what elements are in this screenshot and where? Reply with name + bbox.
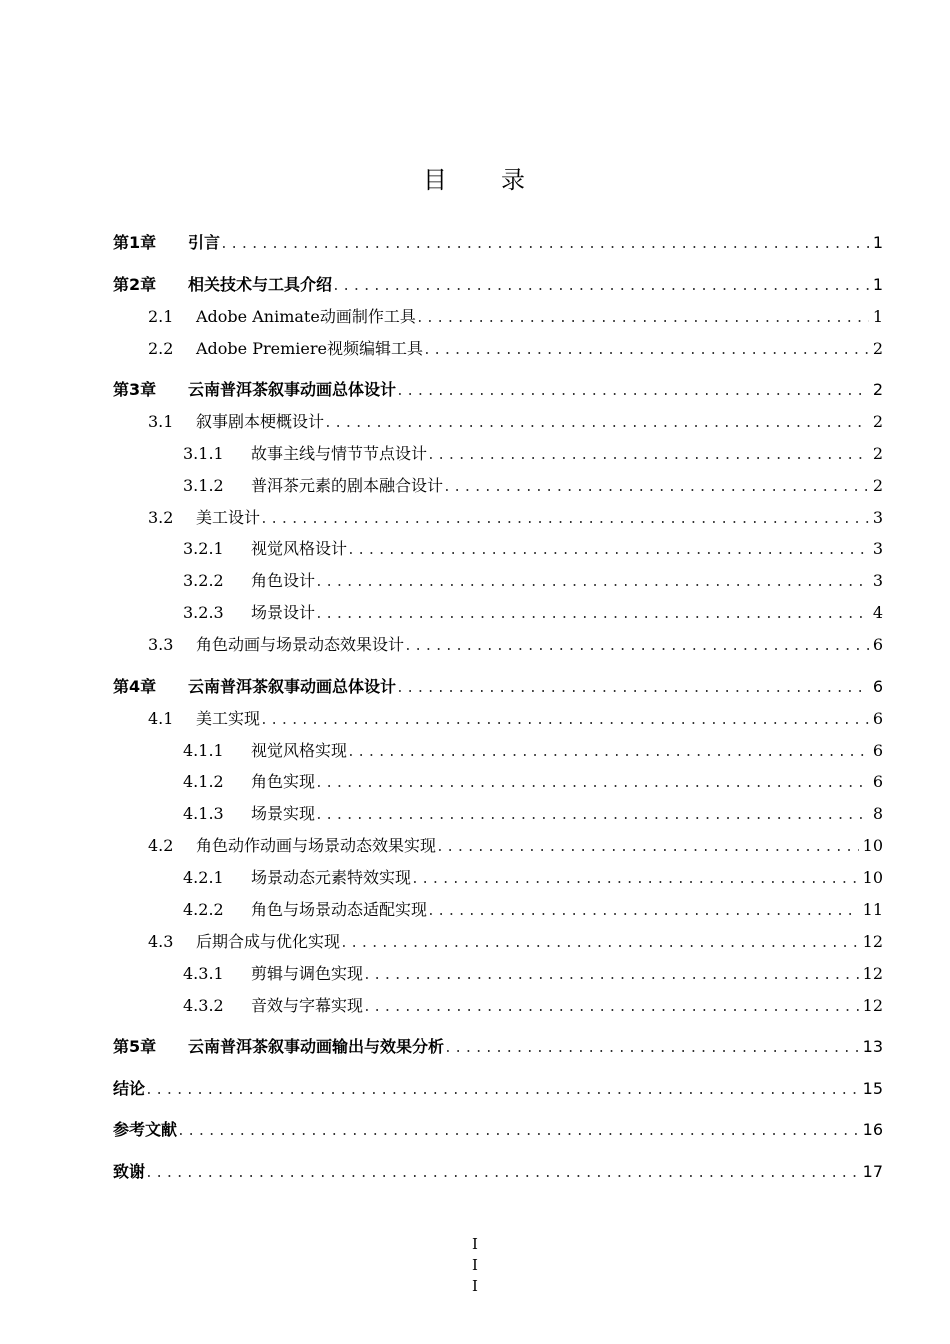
toc-entry-4-1[interactable] — [148, 707, 883, 731]
toc-entry-title: 场景动态元素特效实现 — [251, 868, 412, 887]
dot-leader — [444, 1037, 859, 1061]
toc-entry-page: 4 — [872, 603, 883, 622]
toc-entry-number: 4.2 — [148, 836, 174, 855]
toc-entry-page: 1 — [872, 233, 883, 252]
toc-entry-number: 3.1.2 — [183, 476, 224, 495]
toc-entry-page: 1 — [872, 307, 883, 326]
toc-entry-3-2-3[interactable] — [183, 601, 883, 625]
dot-leader — [396, 677, 869, 701]
dot-leader — [443, 476, 869, 500]
dot-leader — [340, 932, 859, 956]
page-number-line: I — [472, 1256, 478, 1274]
toc-entry-3-3[interactable] — [148, 633, 883, 657]
dot-leader — [324, 412, 869, 436]
toc-entry-page: 10 — [862, 868, 883, 887]
toc-entry-number: 第2章 — [113, 275, 157, 294]
dot-leader — [315, 804, 869, 828]
toc-entry-2-2[interactable] — [148, 337, 883, 361]
dot-leader — [220, 233, 869, 257]
toc-entry-page: 13 — [862, 1037, 883, 1056]
dot-leader — [411, 868, 859, 892]
dot-leader — [396, 380, 869, 404]
toc-entry-references[interactable] — [113, 1118, 883, 1142]
toc-entry-title: 视觉风格实现 — [251, 741, 348, 760]
toc-entry-title: 场景实现 — [251, 804, 316, 823]
toc-entry-3-2-2[interactable] — [183, 569, 883, 593]
dot-leader — [347, 539, 869, 563]
toc-entry-title: 角色动作动画与场景动态效果实现 — [196, 836, 437, 855]
toc-entry-title: Adobe Animate动画制作工具 — [196, 307, 416, 326]
toc-entry-page: 2 — [872, 380, 883, 399]
toc-entry-title: 美工实现 — [196, 709, 261, 728]
toc-entry-number: 4.3.1 — [183, 964, 224, 983]
toc-entry-4-1-1[interactable] — [183, 739, 883, 763]
toc-entry-page: 17 — [862, 1162, 883, 1181]
page-number-line: I — [472, 1277, 478, 1295]
toc-entry-number: 4.3.2 — [183, 996, 224, 1015]
toc-entry-title: 普洱茶元素的剧本融合设计 — [251, 476, 444, 495]
dot-leader — [427, 900, 859, 924]
toc-entry-page: 2 — [872, 412, 883, 431]
toc-entry-title: 叙事剧本梗概设计 — [196, 412, 325, 431]
toc-entry-page: 8 — [872, 804, 883, 823]
toc-entry-page: 15 — [862, 1079, 883, 1098]
toc-entry-page: 6 — [872, 741, 883, 760]
toc-entry-2-1[interactable] — [148, 305, 883, 329]
toc-entry-title: 视觉风格设计 — [251, 539, 348, 558]
dot-leader — [315, 772, 869, 796]
toc-entry-title: 角色实现 — [251, 772, 316, 791]
toc-entry-acknowledgements[interactable] — [113, 1160, 883, 1184]
toc-entry-ch4[interactable] — [113, 675, 883, 699]
toc-entry-4-2-2[interactable] — [183, 898, 883, 922]
toc-entry-ch1[interactable] — [113, 231, 883, 255]
toc-entry-title: 美工设计 — [196, 508, 261, 527]
toc-entry-page: 2 — [872, 476, 883, 495]
toc-entry-page: 3 — [872, 539, 883, 558]
toc-entry-page: 2 — [872, 444, 883, 463]
toc-entry-4-2-1[interactable] — [183, 866, 883, 890]
toc-entry-number: 4.3 — [148, 932, 174, 951]
toc-entry-conclusion[interactable] — [113, 1077, 883, 1101]
dot-leader — [347, 741, 869, 765]
dot-leader — [315, 603, 869, 627]
dot-leader — [177, 1120, 859, 1144]
toc-entry-3-2-1[interactable] — [183, 537, 883, 561]
page-number-line: I — [472, 1235, 478, 1253]
toc-entry-title: 云南普洱茶叙事动画总体设计 — [188, 380, 397, 399]
toc-entry-number: 3.2.2 — [183, 571, 224, 590]
toc-entry-page: 1 — [872, 275, 883, 294]
toc-entry-ch5[interactable] — [113, 1035, 883, 1059]
dot-leader — [363, 964, 859, 988]
toc-entry-page: 12 — [862, 996, 883, 1015]
toc-entry-4-3-1[interactable] — [183, 962, 883, 986]
toc-entry-number: 4.1.3 — [183, 804, 224, 823]
toc-entry-3-1[interactable] — [148, 410, 883, 434]
toc-entry-title: 剪辑与调色实现 — [251, 964, 364, 983]
toc-entry-page: 12 — [862, 964, 883, 983]
toc-entry-title: Adobe Premiere视频编辑工具 — [196, 339, 423, 358]
toc-entry-number: 2.2 — [148, 339, 174, 358]
dot-leader — [423, 339, 869, 363]
toc-entry-number: 4.2.1 — [183, 868, 224, 887]
toc-entry-page: 3 — [872, 508, 883, 527]
toc-entry-page: 3 — [872, 571, 883, 590]
toc-entry-number: 2.1 — [148, 307, 174, 326]
toc-entry-title: 角色设计 — [251, 571, 316, 590]
toc-entry-4-2[interactable] — [148, 834, 883, 858]
toc-entry-page: 10 — [862, 836, 883, 855]
toc-entry-4-1-2[interactable] — [183, 770, 883, 794]
toc-entry-4-3-2[interactable] — [183, 994, 883, 1018]
toc-entry-title: 参考文献 — [113, 1120, 178, 1139]
toc-entry-page: 6 — [872, 677, 883, 696]
toc-entry-page: 6 — [872, 635, 883, 654]
toc-entry-number: 第1章 — [113, 233, 157, 252]
toc-entry-4-1-3[interactable] — [183, 802, 883, 826]
toc-entry-title: 后期合成与优化实现 — [196, 932, 341, 951]
dot-leader — [332, 275, 869, 299]
toc-entry-title: 相关技术与工具介绍 — [188, 275, 333, 294]
dot-leader — [145, 1162, 859, 1186]
dot-leader — [404, 635, 869, 659]
toc-entry-title: 场景设计 — [251, 603, 316, 622]
toc-entry-3-1-1[interactable] — [183, 442, 883, 466]
dot-leader — [145, 1079, 859, 1103]
dot-leader — [363, 996, 859, 1020]
toc-entry-title: 引言 — [188, 233, 221, 252]
toc-entry-ch3[interactable] — [113, 378, 883, 402]
toc-entry-page: 12 — [862, 932, 883, 951]
toc-entry-title: 角色与场景动态适配实现 — [251, 900, 428, 919]
toc-entry-number: 3.2 — [148, 508, 174, 527]
toc-entry-number: 第3章 — [113, 380, 157, 399]
toc-entry-title: 角色动画与场景动态效果设计 — [196, 635, 405, 654]
toc-entry-page: 11 — [862, 900, 883, 919]
toc-entry-number: 3.3 — [148, 635, 174, 654]
dot-leader — [416, 307, 869, 331]
toc-entry-3-1-2[interactable] — [183, 474, 883, 498]
toc-entry-4-3[interactable] — [148, 930, 883, 954]
toc-entry-page: 6 — [872, 709, 883, 728]
toc-title: 目 录 — [423, 166, 527, 194]
dot-leader — [436, 836, 859, 860]
toc-entry-number: 3.2.1 — [183, 539, 224, 558]
toc-entry-number: 第5章 — [113, 1037, 157, 1056]
toc-entry-title: 故事主线与情节节点设计 — [251, 444, 428, 463]
toc-entry-number: 3.2.3 — [183, 603, 224, 622]
toc-entry-page: 6 — [872, 772, 883, 791]
toc-entry-number: 4.1.2 — [183, 772, 224, 791]
dot-leader — [260, 508, 869, 532]
dot-leader — [315, 571, 869, 595]
dot-leader — [260, 709, 869, 733]
toc-entry-number: 4.1 — [148, 709, 174, 728]
toc-entry-number: 4.2.2 — [183, 900, 224, 919]
toc-entry-title: 云南普洱茶叙事动画输出与效果分析 — [188, 1037, 445, 1056]
toc-entry-ch2[interactable] — [113, 273, 883, 297]
toc-entry-number: 4.1.1 — [183, 741, 224, 760]
toc-entry-number: 3.1 — [148, 412, 174, 431]
toc-entry-number: 第4章 — [113, 677, 157, 696]
dot-leader — [427, 444, 869, 468]
toc-entry-3-2[interactable] — [148, 506, 883, 530]
toc-entry-title: 致谢 — [113, 1162, 146, 1181]
toc-entry-page: 2 — [872, 339, 883, 358]
toc-entry-number: 3.1.1 — [183, 444, 224, 463]
page-number-footer — [0, 1234, 950, 1297]
toc-entry-title: 云南普洱茶叙事动画总体设计 — [188, 677, 397, 696]
toc-entry-page: 16 — [862, 1120, 883, 1139]
toc-entry-title: 音效与字幕实现 — [251, 996, 364, 1015]
toc-entry-title: 结论 — [113, 1079, 146, 1098]
